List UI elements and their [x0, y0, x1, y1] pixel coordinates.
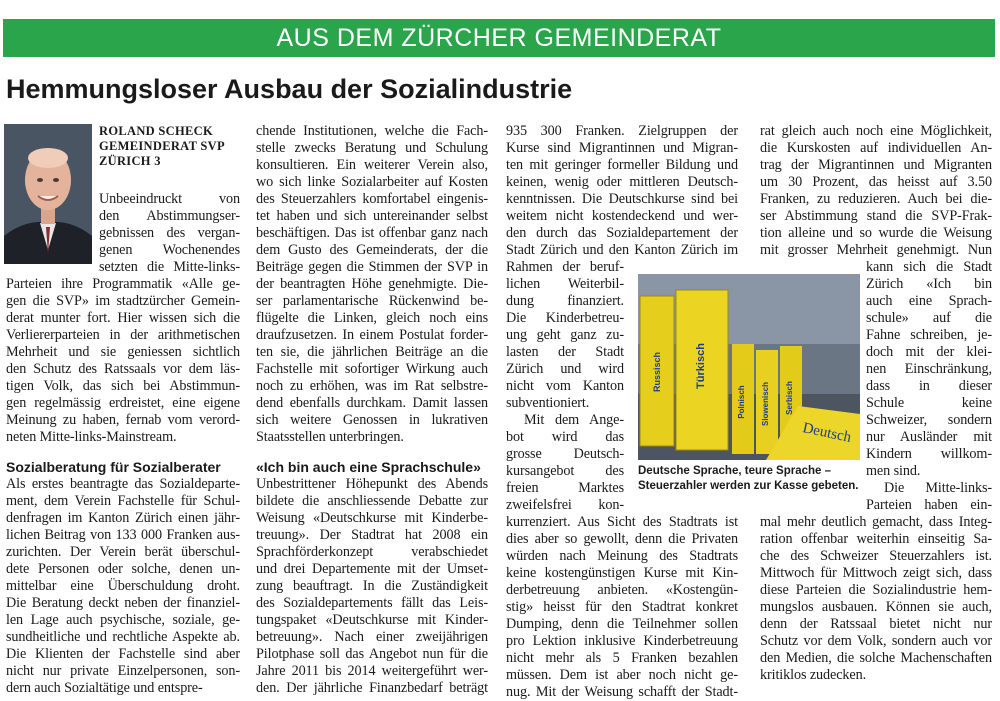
section-banner: AUS DEM ZÜRCHER GEMEINDERAT — [3, 19, 995, 57]
text-line: keine kostengünstigen Kurse mit Kin- — [506, 565, 738, 581]
author-portrait-drawing — [4, 124, 92, 264]
text-line: 935 300 Franken. Zielgruppen der — [506, 123, 738, 139]
text-line: grosse Deutsch- — [506, 446, 624, 462]
text-line: gen die SVP» im stadtzürcher Gemein- — [6, 293, 240, 309]
photo-caption-line-1: Deutsche Sprache, teure Sprache – — [638, 465, 832, 477]
text-line: wo sich linke Sozialarbeiter auf Kosten — [256, 174, 488, 190]
text-line: Dumping, denn die Teilnehmer sollen — [506, 616, 738, 632]
text-line: zurichten. Der Verein berät überschul- — [6, 544, 240, 560]
book-label-russisch: Russisch — [652, 351, 662, 393]
book-label-polnisch: Polnisch — [737, 385, 746, 419]
text-line: des Sozialdepartements fällt das Leis- — [256, 595, 488, 611]
book-label-tuerkisch: Türkisch — [695, 343, 707, 389]
text-line: Meinung zu haben, fernab vom verord- — [6, 412, 240, 428]
text-line: setzten die Mitte-links- — [99, 259, 240, 275]
text-line: denfragen im Kanton Zürich einen jähr- — [6, 510, 240, 526]
book-label-serbisch: Serbisch — [785, 381, 794, 415]
text-line: Unbestrittener Höhepunkt des Abends — [256, 476, 488, 492]
text-line: kann sich die Stadt — [866, 259, 992, 275]
text-line: che des Schweizer Steuerzahlers ist. — [760, 548, 992, 564]
author-portrait — [4, 124, 92, 264]
text-line: derbetreuung anbieten. «Kostengün- — [506, 582, 738, 598]
text-line: dung finanziert. — [506, 293, 624, 309]
text-line: lasten der Stadt — [506, 344, 624, 360]
text-line: tigen Volk, das sich bei Abstimmun- — [6, 378, 240, 394]
text-line: zweifelsfrei kon- — [506, 497, 624, 513]
text-line: ration offenbar weiterhin einseitig Sa- — [760, 531, 992, 547]
text-line: pro Lektion inklusive Kinderbetreuung — [506, 633, 738, 649]
text-line: Verliererparteien in der arithmetischen — [6, 327, 240, 343]
text-line: müssen. Dem ist aber noch nicht ge- — [506, 667, 738, 683]
text-line: Kindern willkom- — [866, 446, 992, 462]
text-line: mungslos ausbauen. Können sie auch, — [760, 599, 992, 615]
text-line: den durch das Sozialdepartement der — [506, 225, 738, 241]
text-line: len Lage auch psychische, soziale, ge- — [6, 612, 240, 628]
text-line: Rahmen der beruf- — [506, 259, 624, 275]
book-label-slowenisch: Slowenisch — [761, 381, 770, 427]
text-line: nicht nur private Einzelpersonen, son- — [6, 663, 240, 679]
text-line: betreuung». Nach einer zweijährigen — [256, 629, 488, 645]
text-line: tungspaket «Deutschkurse mit Kinder- — [256, 612, 488, 628]
text-line: stig» heisst für den Stadtrat konkret — [506, 599, 738, 615]
text-line: Die Mitte-links- — [884, 480, 992, 496]
text-line: mittelbar eine Überschuldung droht. — [6, 578, 240, 594]
text-line: Die Beratung deckt neben der finanziel- — [6, 595, 240, 611]
text-line: Die Klienten der Fachstelle sind aber — [6, 646, 240, 662]
text-line: lichen Weiterbil- — [506, 276, 624, 292]
text-line: Kurse sind Migrantinnen und Migran- — [506, 140, 738, 156]
text-line: Zürich und wird — [506, 361, 624, 377]
text-line: um 30 Prozent, das heisst auf 3.50 — [760, 174, 992, 190]
text-line: doch mit der klei- — [866, 344, 992, 360]
text-line: die Kurskosten auf individuellen An- — [760, 140, 992, 156]
text-line: schule» auf die — [866, 310, 992, 326]
text-line: kursangebot des — [506, 463, 624, 479]
text-line: freien Marktes — [506, 480, 624, 496]
text-line: Franken, zu reduzieren. Auch bei die- — [760, 191, 992, 207]
text-line: ten sie, die jährlichen Beiträge an die — [256, 344, 488, 360]
text-line: Fahne schreiben, je- — [866, 327, 992, 343]
text-line: Mehrheit und sie geniessen sichtlich — [6, 344, 240, 360]
text-line: nicht mehr als 5 Franken bezahlen — [506, 650, 738, 666]
text-line: dend ebenfalls durchkam. Damit lassen — [256, 395, 488, 411]
text-line: Stadt Zürich und den Kanton Zürich im — [506, 242, 738, 258]
text-line: Pilotphase soll das Angebot nun für die — [256, 646, 488, 662]
text-line: Mit dem Ange- — [524, 412, 624, 428]
text-line: derat munter fort. Hier wissen sich die — [6, 310, 240, 326]
text-line: tet haben und sich untereinander selbst — [256, 208, 488, 224]
text-line: Staatsstellen unterbringen. — [256, 429, 404, 445]
book-label-deutsch: Deutsch — [801, 420, 853, 447]
text-line: denn der Ratssaal bietet nicht nur — [760, 616, 992, 632]
text-line: chende Institutionen, welche die Fach- — [256, 123, 488, 139]
text-line: subventioniert. — [506, 395, 590, 411]
byline-district: ZÜRICH 3 — [99, 154, 161, 168]
text-line: weitem nicht kostendeckend und wer- — [506, 208, 738, 224]
text-line: Weisung «Deutschkurse mit Kinderbe- — [256, 510, 488, 526]
text-line: trag der Migrantinnen und Migranten — [760, 157, 992, 173]
text-line: Beiträge gegen die Stimmen der SVP in — [256, 259, 488, 275]
text-line: zung beauftragt. In die Zuständigkeit — [256, 578, 488, 594]
text-line: genen Wochenendes — [99, 242, 240, 258]
byline-name: ROLAND SCHECK — [99, 124, 213, 138]
text-line: des Steuerzahlers komfortabel eingenis- — [256, 191, 488, 207]
text-line: sundheitliche und rechtliche Aspekte ab. — [6, 629, 240, 645]
text-line: keinen, wenig oder mittleren Deutsch- — [506, 174, 738, 190]
text-line: den. Der jährliche Finanzbedarf beträgt — [256, 680, 488, 696]
book-russisch — [640, 296, 674, 446]
text-line: ment, dem Verein Fachstelle für Schul- — [6, 493, 240, 509]
text-line: treuung». Der Stadtrat hat 2008 ein — [256, 527, 488, 543]
text-line: mal mehr deutlich gemacht, dass Integ- — [760, 514, 992, 530]
text-line: beschäftigen. Das ist offenbar ganz nach — [256, 225, 488, 241]
text-line: kurrenziert. Aus Sicht des Stadtrats ist — [506, 514, 738, 530]
text-line: kritiklos zudecken. — [760, 667, 867, 683]
text-line: dies aber so gewollt, denn die Privaten — [506, 531, 738, 547]
text-line: men sind. — [866, 463, 921, 479]
text-line: Als erstes beantragte das Sozialdeparte- — [6, 476, 240, 492]
text-line: ung geht ganz zu- — [506, 327, 624, 343]
book-slowenisch — [756, 350, 778, 454]
text-line: Schule keine — [866, 395, 992, 411]
text-line: ten mit geringer formeller Bildung und — [506, 157, 738, 173]
text-line: Parteien ihre Programmatik «Alle ge- — [6, 276, 240, 292]
text-line: bot wird das — [506, 429, 624, 445]
text-line: neten Mitte-links-Mainstream. — [6, 429, 177, 445]
text-line: sich weitere Genossen in lukrativen — [256, 412, 488, 428]
books-illustration — [638, 274, 860, 460]
text-line: dass in dieser — [866, 378, 992, 394]
text-line: Zürich «Ich bin — [866, 276, 992, 292]
article-headline: Hemmungsloser Ausbau der Sozialindustrie — [6, 74, 573, 104]
text-line: Die Kinderbetreu- — [506, 310, 624, 326]
text-line: der beantragten Höhe genehmigte. Die- — [256, 276, 488, 292]
text-line: gen regelmässig erdreistet, eine eigene — [6, 395, 240, 411]
text-line: dete Personen oder solche, denen un- — [6, 561, 240, 577]
text-line: tion alleine und so wurde die Weisung — [760, 225, 992, 241]
photo-caption-line-2: Steuerzahler werden zur Kasse gebeten. — [638, 480, 859, 492]
text-line: nen Einschränkung, — [866, 361, 992, 377]
text-line: konsultieren. Ein weiterer Verein also, — [256, 157, 488, 173]
text-line: stelle zwecks Beratung und Schulung — [256, 140, 488, 156]
text-line: mit grosser Mehrheit genehmigt. Nun — [760, 242, 992, 258]
text-line: Sprachförderkonzept verabschiedet — [256, 544, 488, 560]
text-line: dern auch Sozialtätige und entspre- — [6, 680, 203, 696]
book-polnisch — [732, 344, 754, 454]
text-line: auch eine Sprach- — [866, 293, 992, 309]
article-photo — [638, 274, 860, 460]
text-line: diese Parteien die Sozialindustrie hem- — [760, 582, 992, 598]
text-line: Fachstelle mit sofortiger Wirkung auch — [256, 361, 488, 377]
text-line: kenntnissen. Die Deutschkurse sind bei — [506, 191, 738, 207]
text-line: nur Ausländer mit — [866, 429, 992, 445]
subheading-sprachschule: «Ich bin auch eine Sprachschule» — [256, 459, 481, 475]
text-line: flügelte die Linken, gleich noch eins — [256, 310, 488, 326]
text-line: gebnissen des vergan- — [99, 225, 240, 241]
text-line: Mittwoch für Mittwoch zeigt sich, dass — [760, 565, 992, 581]
text-line: draufzusetzen. In einem Postulat forder- — [256, 327, 488, 343]
book-tuerkisch — [676, 290, 728, 450]
text-line: den Schutz des Ratssaals vor dem läs- — [6, 361, 240, 377]
text-line: bildete die anschliessende Debatte zur — [256, 493, 488, 509]
text-line: ser parlamentarische Rückenwind be- — [256, 293, 488, 309]
text-line: würden nach Meinung des Stadtrats — [506, 548, 738, 564]
text-line: ser Abstimmung stand die SVP-Frak- — [760, 208, 992, 224]
text-line: Parteien haben ein- — [866, 497, 992, 513]
text-line: nicht vom Kanton — [506, 378, 624, 394]
text-line: Schweizer, sondern — [866, 412, 992, 428]
byline-role: GEMEINDERAT SVP — [99, 139, 225, 153]
text-line: nug. Mit der Weisung schafft der Stadt- — [506, 684, 738, 700]
text-line: noch zu erhöhen, was im Rat selbstre- — [256, 378, 488, 394]
text-line: den Abstimmungser- — [99, 208, 240, 224]
text-line: Schutz vor dem Volk, sondern auch vor — [760, 633, 992, 649]
subheading-sozialberatung: Sozialberatung für Sozialberater — [6, 459, 221, 475]
text-line: Jahre 2011 bis 2014 weitergeführt wer- — [256, 663, 488, 679]
text-line: rat gleich auch noch eine Möglichkeit, — [760, 123, 992, 139]
text-line: den Medien, die solche Machenschaften — [760, 650, 992, 666]
text-line: dem Gusto des Gemeinderats, der die — [256, 242, 488, 258]
text-line: Unbeeindruckt von — [99, 191, 240, 207]
text-line: lichen Beitrag von 133 000 Franken aus- — [6, 527, 240, 543]
text-line: und drei Departemente mit der Umset- — [256, 561, 488, 577]
